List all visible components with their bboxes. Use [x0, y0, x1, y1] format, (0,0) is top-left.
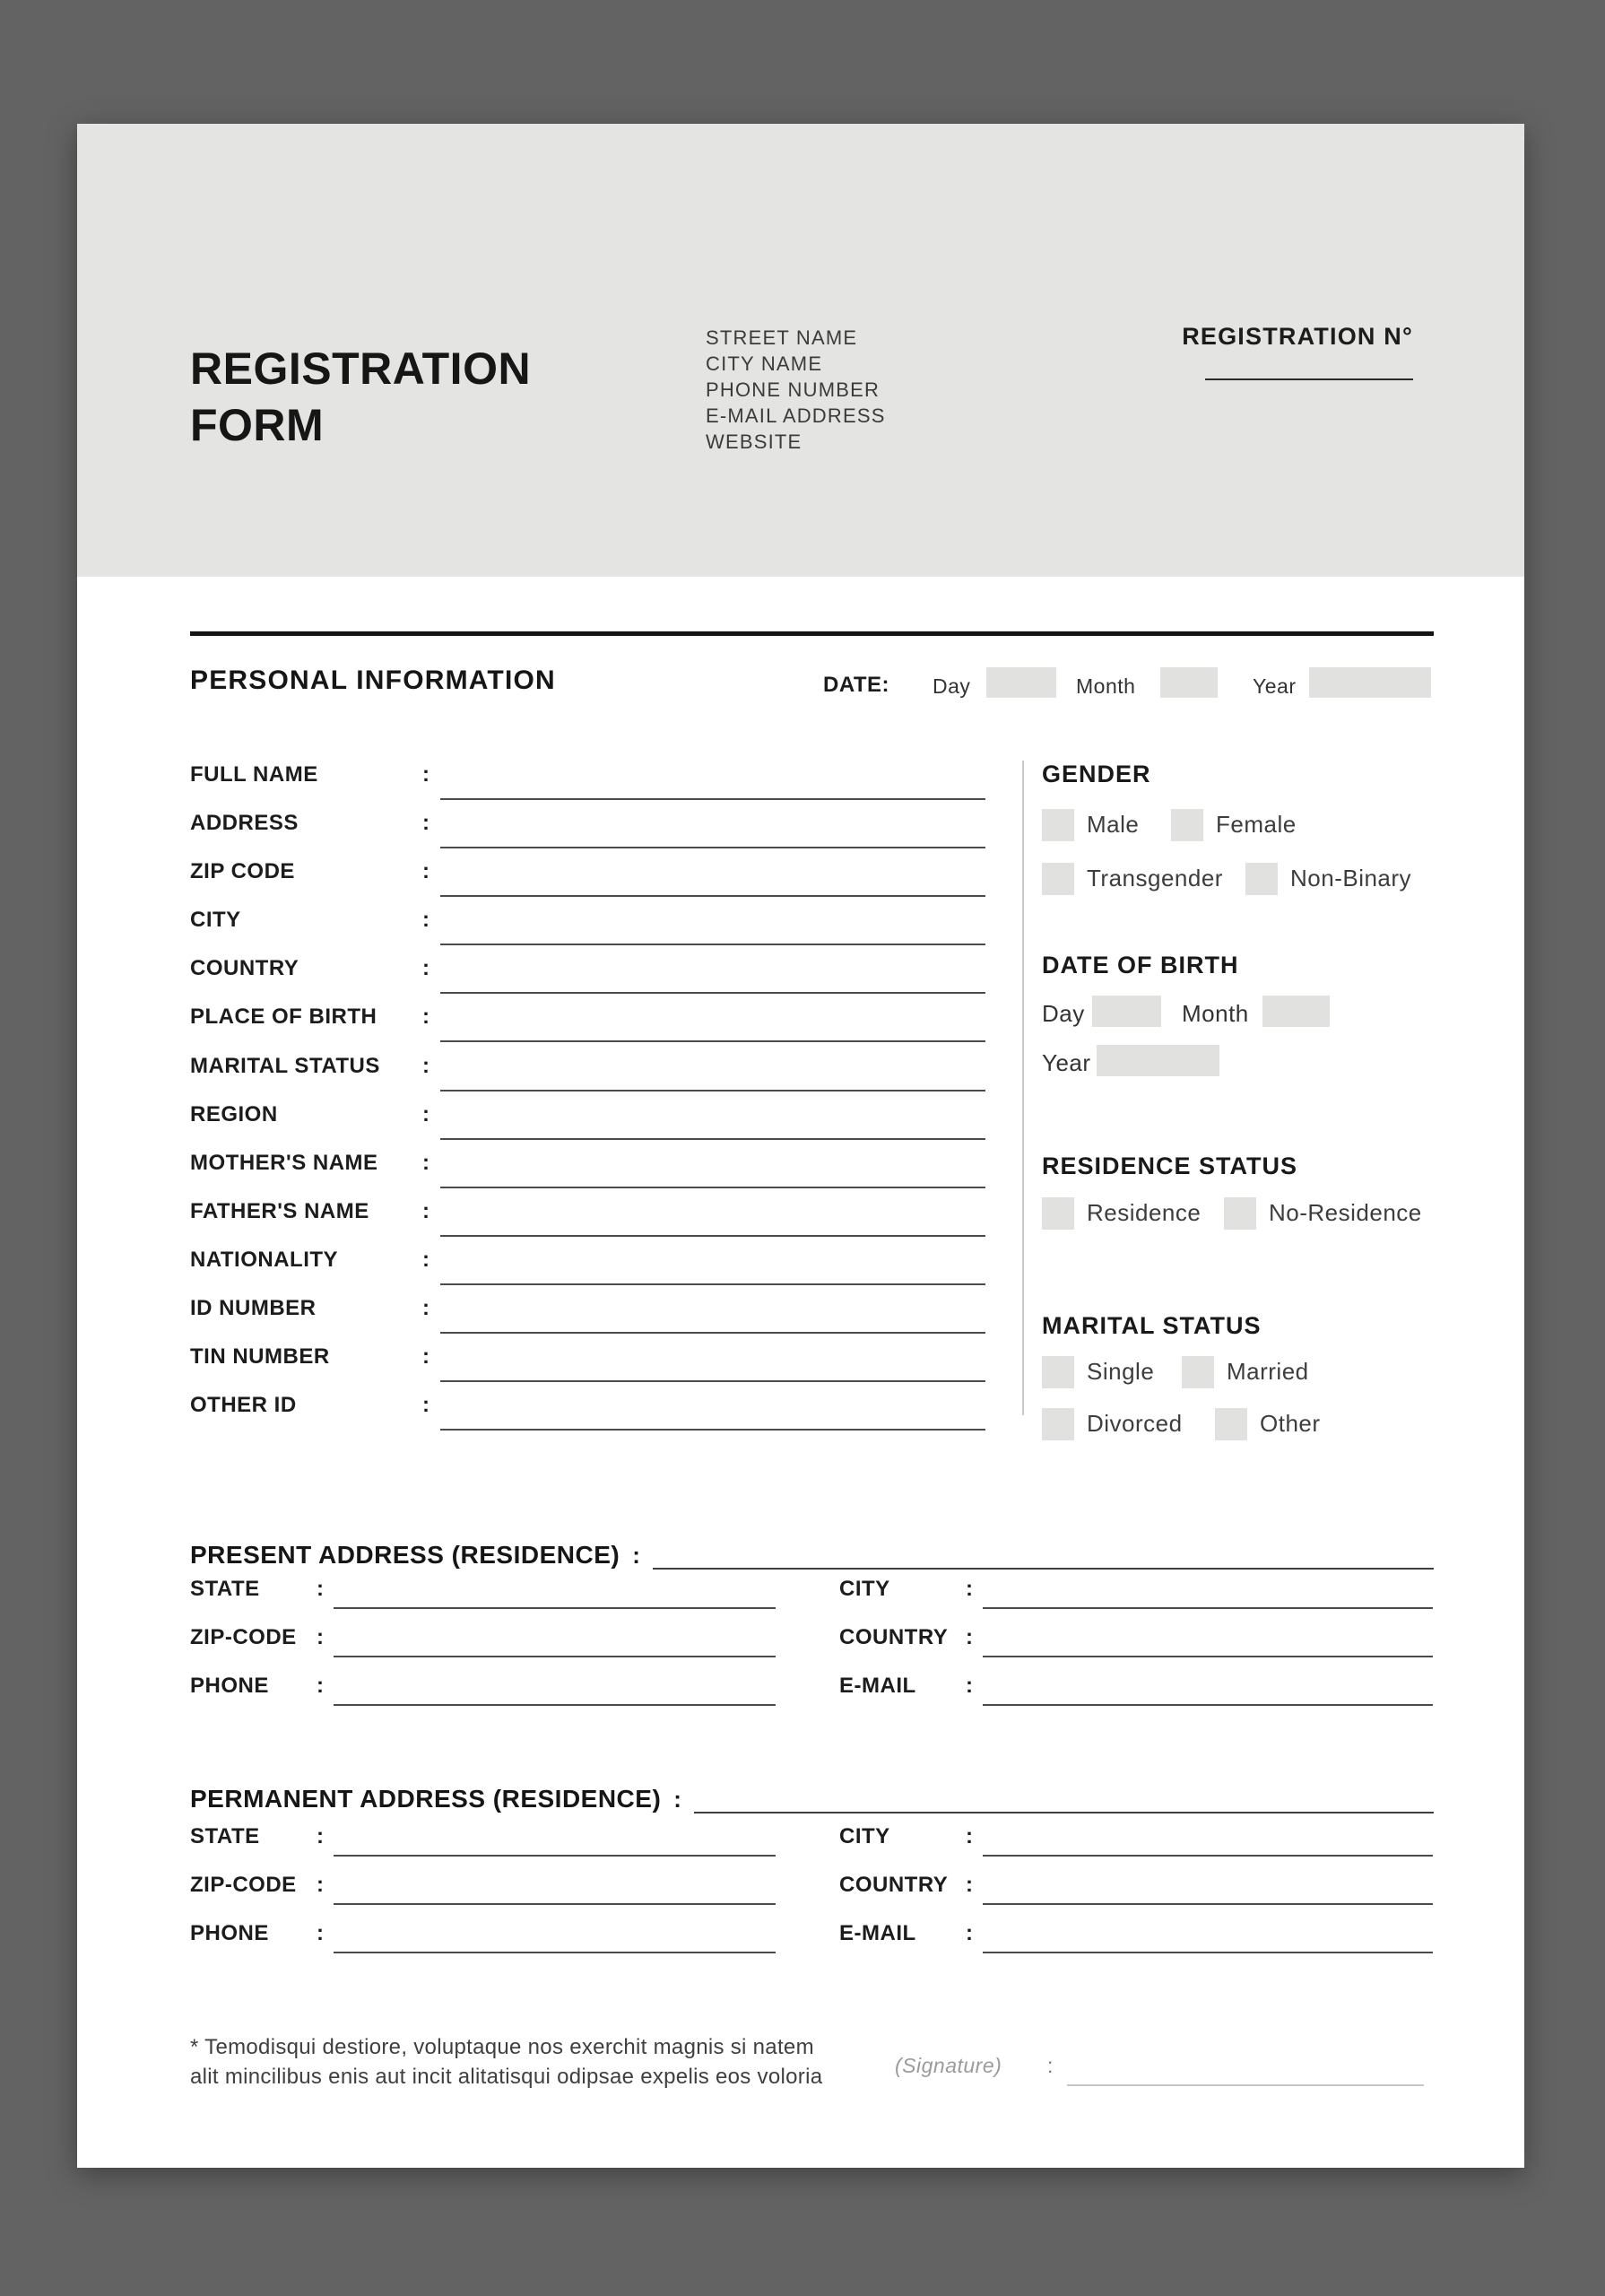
- permanent-state-row: [190, 1824, 776, 1873]
- present-address-title: PRESENT ADDRESS (RESIDENCE): [190, 1541, 620, 1569]
- field-row-nationality: [190, 1243, 986, 1292]
- column-divider: [1022, 761, 1024, 1415]
- residence-status-heading: RESIDENCE STATUS: [1042, 1152, 1298, 1179]
- marital-status-row-1: [1042, 1355, 1309, 1388]
- date-day-label: Day: [933, 674, 971, 698]
- colon: :: [673, 1786, 681, 1813]
- dob-year-label: Year: [1042, 1049, 1091, 1076]
- single-label: Single: [1087, 1358, 1155, 1385]
- divorced-option: [1042, 1408, 1215, 1440]
- registration-form-page: [77, 124, 1524, 2168]
- field-label: CITY: [190, 908, 241, 933]
- contact-city: CITY NAME: [706, 352, 823, 375]
- present-zip-row: [190, 1625, 776, 1674]
- colon: :: [422, 1150, 429, 1175]
- registration-number-label: REGISTRATION N°: [1182, 323, 1413, 350]
- full-name-input-line[interactable]: [440, 798, 985, 800]
- non-binary-checkbox[interactable]: [1245, 863, 1278, 895]
- date-of-birth-heading: DATE OF BIRTH: [1042, 952, 1239, 978]
- permanent-zip-input-line[interactable]: [334, 1903, 776, 1905]
- residence-status-row: [1042, 1196, 1422, 1230]
- colon: :: [966, 1824, 973, 1848]
- footnote-line1: * Temodisqui destiore, voluptaque nos exerchit magnis si natem: [190, 2035, 814, 2059]
- contact-email: E-MAIL ADDRESS: [706, 404, 886, 427]
- city-label: CITY: [839, 1824, 890, 1848]
- colon: :: [422, 1296, 429, 1321]
- permanent-address-heading: [190, 1779, 1434, 1813]
- phone-label: PHONE: [190, 1674, 269, 1698]
- field-row-other-id: [190, 1388, 986, 1437]
- permanent-address-left-column: [190, 1824, 776, 1977]
- colon: :: [317, 1824, 324, 1848]
- present-address-left-column: [190, 1577, 776, 1729]
- country-label: COUNTRY: [839, 1625, 949, 1649]
- date-year-box[interactable]: [1309, 667, 1431, 698]
- gender-option-male: [1042, 809, 1171, 841]
- no-residence-checkbox[interactable]: [1224, 1197, 1256, 1230]
- tin-number-input-line[interactable]: [440, 1380, 985, 1382]
- field-row-city: [190, 903, 986, 952]
- other-checkbox[interactable]: [1215, 1408, 1247, 1440]
- present-state-input-line[interactable]: [334, 1607, 776, 1609]
- gender-row-2: [1042, 862, 1411, 895]
- dob-month-label: Month: [1182, 1000, 1249, 1027]
- present-email-row: [839, 1674, 1433, 1722]
- gender-option-transgender: [1042, 863, 1245, 895]
- signature-label: (Signature): [895, 2054, 1002, 2077]
- married-option: [1182, 1356, 1309, 1388]
- colon: :: [966, 1873, 973, 1897]
- marital-status-heading: MARITAL STATUS: [1042, 1312, 1262, 1339]
- footnote: [190, 2032, 822, 2092]
- form-title: [190, 341, 531, 454]
- colon: :: [422, 1101, 429, 1126]
- colon: :: [422, 956, 429, 981]
- footnote-line2: alit mincilibus enis aut incit alitatisqui odipsae expelis eos voloria: [190, 2065, 823, 2089]
- present-state-row: [190, 1577, 776, 1625]
- nationality-input-line[interactable]: [440, 1283, 985, 1285]
- gender-heading: GENDER: [1042, 761, 1151, 787]
- other-label: Other: [1260, 1410, 1321, 1437]
- colon: :: [422, 1198, 429, 1223]
- present-country-input-line[interactable]: [983, 1656, 1433, 1657]
- present-city-row: [839, 1577, 1433, 1625]
- divorced-label: Divorced: [1087, 1410, 1183, 1437]
- residence-label: Residence: [1087, 1199, 1202, 1226]
- present-phone-input-line[interactable]: [334, 1704, 776, 1706]
- present-country-row: [839, 1625, 1433, 1674]
- permanent-email-input-line[interactable]: [983, 1952, 1433, 1953]
- dob-year-box[interactable]: [1097, 1045, 1219, 1076]
- contact-website: WEBSITE: [706, 430, 802, 453]
- permanent-address-input-line[interactable]: [694, 1810, 1434, 1813]
- header-band: [77, 124, 1524, 577]
- registration-number-line[interactable]: [1205, 378, 1413, 380]
- colon: :: [966, 1577, 973, 1601]
- zip-code-label: ZIP-CODE: [190, 1873, 297, 1897]
- zip-code-label: ZIP-CODE: [190, 1625, 297, 1649]
- field-row-place-of-birth: [190, 1000, 986, 1048]
- zip-code-input-line[interactable]: [440, 895, 985, 897]
- dob-month-box[interactable]: [1262, 996, 1330, 1027]
- email-label: E-MAIL: [839, 1921, 916, 1945]
- residence-checkbox[interactable]: [1042, 1197, 1074, 1230]
- female-label: Female: [1216, 811, 1297, 838]
- gender-row-1: [1042, 808, 1297, 841]
- colon: :: [317, 1921, 324, 1945]
- married-checkbox[interactable]: [1182, 1356, 1214, 1388]
- married-label: Married: [1227, 1358, 1309, 1385]
- form-title-line1: REGISTRATION: [190, 344, 532, 394]
- contact-phone: PHONE NUMBER: [706, 378, 881, 401]
- other-option: [1215, 1408, 1321, 1440]
- permanent-city-row: [839, 1824, 1433, 1873]
- colon: :: [317, 1674, 324, 1698]
- present-zip-input-line[interactable]: [334, 1656, 776, 1657]
- form-title-line2: FORM: [190, 400, 325, 450]
- transgender-label: Transgender: [1087, 865, 1223, 891]
- field-label: FATHER'S NAME: [190, 1198, 369, 1223]
- field-label: COUNTRY: [190, 956, 299, 981]
- present-address-heading: [190, 1535, 1434, 1570]
- permanent-phone-row: [190, 1921, 776, 1970]
- field-label: ZIP CODE: [190, 859, 295, 884]
- colon: :: [422, 811, 429, 836]
- permanent-address-right-column: [839, 1824, 1433, 1977]
- colon: :: [632, 1542, 640, 1569]
- other-id-input-line[interactable]: [440, 1429, 985, 1431]
- non-binary-label: Non-Binary: [1290, 865, 1412, 891]
- field-label: FULL NAME: [190, 762, 318, 787]
- field-label: PLACE OF BIRTH: [190, 1004, 377, 1030]
- gender-option-non-binary: [1245, 863, 1411, 895]
- contact-street: STREET NAME: [706, 326, 858, 349]
- colon: :: [317, 1577, 324, 1601]
- single-option: [1042, 1356, 1182, 1388]
- colon: :: [422, 1053, 429, 1078]
- field-row-mothers-name: [190, 1146, 986, 1195]
- signature-input-line[interactable]: [1067, 2084, 1424, 2086]
- field-label: REGION: [190, 1101, 278, 1126]
- field-row-region: [190, 1098, 986, 1146]
- permanent-state-input-line[interactable]: [334, 1855, 776, 1857]
- colon: :: [317, 1873, 324, 1897]
- colon: :: [317, 1625, 324, 1649]
- colon: :: [966, 1674, 973, 1698]
- gender-option-female: [1171, 809, 1297, 841]
- male-label: Male: [1087, 811, 1140, 838]
- date-month-box[interactable]: [1160, 667, 1218, 698]
- present-address-input-line[interactable]: [653, 1566, 1434, 1570]
- country-input-line[interactable]: [440, 992, 985, 994]
- date-month-label: Month: [1076, 674, 1136, 698]
- place-of-birth-input-line[interactable]: [440, 1040, 985, 1042]
- colon: :: [422, 1393, 429, 1418]
- field-row-full-name: [190, 758, 986, 806]
- dob-day-label: Day: [1042, 1000, 1085, 1027]
- state-label: STATE: [190, 1577, 260, 1601]
- colon: :: [422, 1344, 429, 1370]
- colon: :: [1047, 2054, 1054, 2077]
- colon: :: [966, 1921, 973, 1945]
- field-label: OTHER ID: [190, 1393, 297, 1418]
- field-row-tin-number: [190, 1340, 986, 1388]
- colon: :: [422, 762, 429, 787]
- date-label: DATE:: [823, 673, 890, 697]
- region-input-line[interactable]: [440, 1138, 985, 1140]
- no-residence-option: [1224, 1197, 1422, 1230]
- personal-info-fields: [190, 758, 986, 1437]
- permanent-email-row: [839, 1921, 1433, 1970]
- contact-block: [706, 325, 886, 455]
- permanent-zip-row: [190, 1873, 776, 1921]
- field-label: ADDRESS: [190, 811, 299, 836]
- date-day-box[interactable]: [986, 667, 1056, 698]
- present-city-input-line[interactable]: [983, 1607, 1433, 1609]
- single-checkbox[interactable]: [1042, 1356, 1074, 1388]
- field-row-marital-status: [190, 1049, 986, 1098]
- male-checkbox[interactable]: [1042, 809, 1074, 841]
- section-divider-rule: [190, 631, 1434, 636]
- state-label: STATE: [190, 1824, 260, 1848]
- colon: :: [966, 1625, 973, 1649]
- residence-option: [1042, 1197, 1224, 1230]
- address-input-line[interactable]: [440, 847, 985, 848]
- phone-label: PHONE: [190, 1921, 269, 1945]
- present-phone-row: [190, 1674, 776, 1722]
- present-email-input-line[interactable]: [983, 1704, 1433, 1706]
- checkbox-column: [1040, 761, 1422, 1437]
- field-label: NATIONALITY: [190, 1247, 339, 1272]
- field-row-zip-code: [190, 855, 986, 903]
- field-row-id-number: [190, 1292, 986, 1340]
- divorced-checkbox[interactable]: [1042, 1408, 1074, 1440]
- marital-status-row-2: [1042, 1407, 1321, 1440]
- field-row-fathers-name: [190, 1195, 986, 1243]
- field-row-address: [190, 806, 986, 855]
- permanent-country-input-line[interactable]: [983, 1903, 1433, 1905]
- city-label: CITY: [839, 1577, 890, 1601]
- date-year-label: Year: [1253, 674, 1297, 698]
- country-label: COUNTRY: [839, 1873, 949, 1897]
- transgender-checkbox[interactable]: [1042, 863, 1074, 895]
- field-label: MARITAL STATUS: [190, 1053, 380, 1078]
- permanent-city-input-line[interactable]: [983, 1855, 1433, 1857]
- personal-information-heading: PERSONAL INFORMATION: [190, 665, 556, 695]
- colon: :: [422, 1247, 429, 1272]
- field-label: ID NUMBER: [190, 1296, 317, 1321]
- no-residence-label: No-Residence: [1269, 1199, 1422, 1226]
- permanent-country-row: [839, 1873, 1433, 1921]
- colon: :: [422, 859, 429, 884]
- marital-status-input-line[interactable]: [440, 1090, 985, 1091]
- present-address-right-column: [839, 1577, 1433, 1729]
- city-input-line[interactable]: [440, 944, 985, 945]
- field-label: TIN NUMBER: [190, 1344, 330, 1370]
- id-number-input-line[interactable]: [440, 1332, 985, 1334]
- field-label: MOTHER'S NAME: [190, 1150, 378, 1175]
- permanent-address-title: PERMANENT ADDRESS (RESIDENCE): [190, 1785, 662, 1813]
- fathers-name-input-line[interactable]: [440, 1235, 985, 1237]
- dob-day-box[interactable]: [1092, 996, 1161, 1027]
- permanent-phone-input-line[interactable]: [334, 1952, 776, 1953]
- colon: :: [422, 1004, 429, 1030]
- colon: :: [422, 908, 429, 933]
- female-checkbox[interactable]: [1171, 809, 1203, 841]
- field-row-country: [190, 952, 986, 1000]
- mothers-name-input-line[interactable]: [440, 1187, 985, 1188]
- email-label: E-MAIL: [839, 1674, 916, 1698]
